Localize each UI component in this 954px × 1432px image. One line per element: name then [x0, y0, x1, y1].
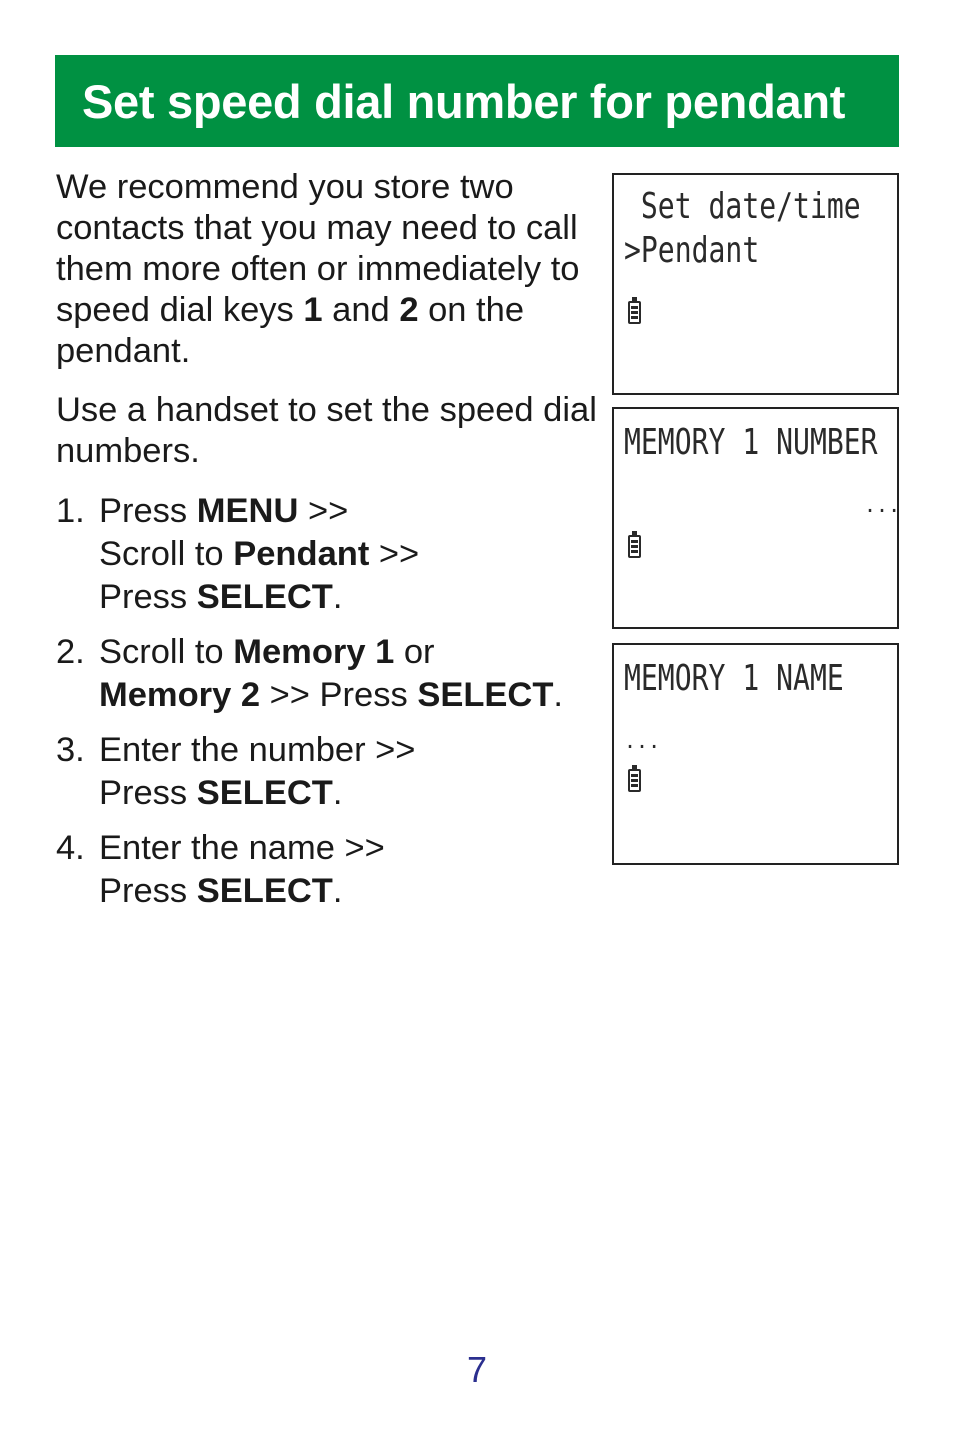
step-text: Scroll to — [99, 633, 234, 671]
lcd-line-2: >Pendant — [624, 230, 760, 271]
step-number: 2. — [56, 633, 85, 671]
step-text: Press — [99, 774, 197, 812]
select-key-label: SELECT — [417, 676, 554, 714]
lcd-cursor: ... — [624, 729, 661, 753]
lcd-line-1: MEMORY 1 NAME — [624, 658, 844, 699]
intro-text-end: on the pendant. — [56, 291, 525, 370]
memory-2-label: Memory 2 — [99, 676, 261, 714]
page-title: Set speed dial number for pendant — [82, 74, 846, 128]
select-key-label: SELECT — [196, 774, 333, 812]
select-key-label: SELECT — [196, 872, 333, 910]
steps-list — [56, 490, 601, 913]
step-4 — [56, 827, 601, 913]
step-text: Scroll to — [99, 535, 234, 573]
instructions-column — [56, 167, 601, 925]
intro-text-mid: and — [322, 291, 400, 329]
battery-icon — [628, 769, 641, 792]
step-number: 4. — [56, 829, 85, 867]
intro-text: We recommend you store two contacts that you may need to call them more often or immediately to speed dial keys — [56, 168, 580, 329]
step-text: Enter the name >> — [99, 829, 385, 867]
select-key-label: SELECT — [196, 578, 333, 616]
step-3 — [56, 729, 601, 815]
title-banner — [55, 55, 899, 147]
lcd-line-1: Set date/time — [624, 186, 861, 227]
step-text: Press — [99, 872, 197, 910]
menu-key-label: MENU — [196, 492, 299, 530]
battery-icon — [628, 535, 641, 558]
step-text: . — [332, 774, 343, 812]
step-text: Enter the number >> — [99, 731, 416, 769]
step-number: 1. — [56, 492, 85, 530]
step-text: Press — [99, 492, 197, 530]
key-1-label: 1 — [303, 291, 323, 329]
step-text: >> Press — [260, 676, 418, 714]
page-number: 7 — [466, 1349, 488, 1390]
step-text: >> — [298, 492, 349, 530]
memory-1-label: Memory 1 — [233, 633, 395, 671]
step-2 — [56, 631, 601, 717]
lcd-cursor: ... — [864, 493, 901, 517]
handset-paragraph: Use a handset to set the speed dial numbers. — [56, 391, 597, 470]
step-number: 3. — [56, 731, 85, 769]
lcd-line-1: MEMORY 1 NUMBER — [624, 422, 878, 463]
pendant-option-label: Pendant — [233, 535, 370, 573]
step-text: . — [332, 872, 343, 910]
battery-icon — [628, 301, 641, 324]
lcd-screen-memory-number — [612, 407, 899, 629]
intro-paragraph — [56, 167, 601, 372]
step-text: or — [394, 633, 435, 671]
lcd-screen-pendant-menu — [612, 173, 899, 395]
step-text: >> — [369, 535, 420, 573]
key-2-label: 2 — [399, 291, 419, 329]
step-text: Press — [99, 578, 197, 616]
step-text: . — [553, 676, 564, 714]
lcd-screen-memory-name — [612, 643, 899, 865]
step-text: . — [332, 578, 343, 616]
step-1 — [56, 490, 601, 619]
